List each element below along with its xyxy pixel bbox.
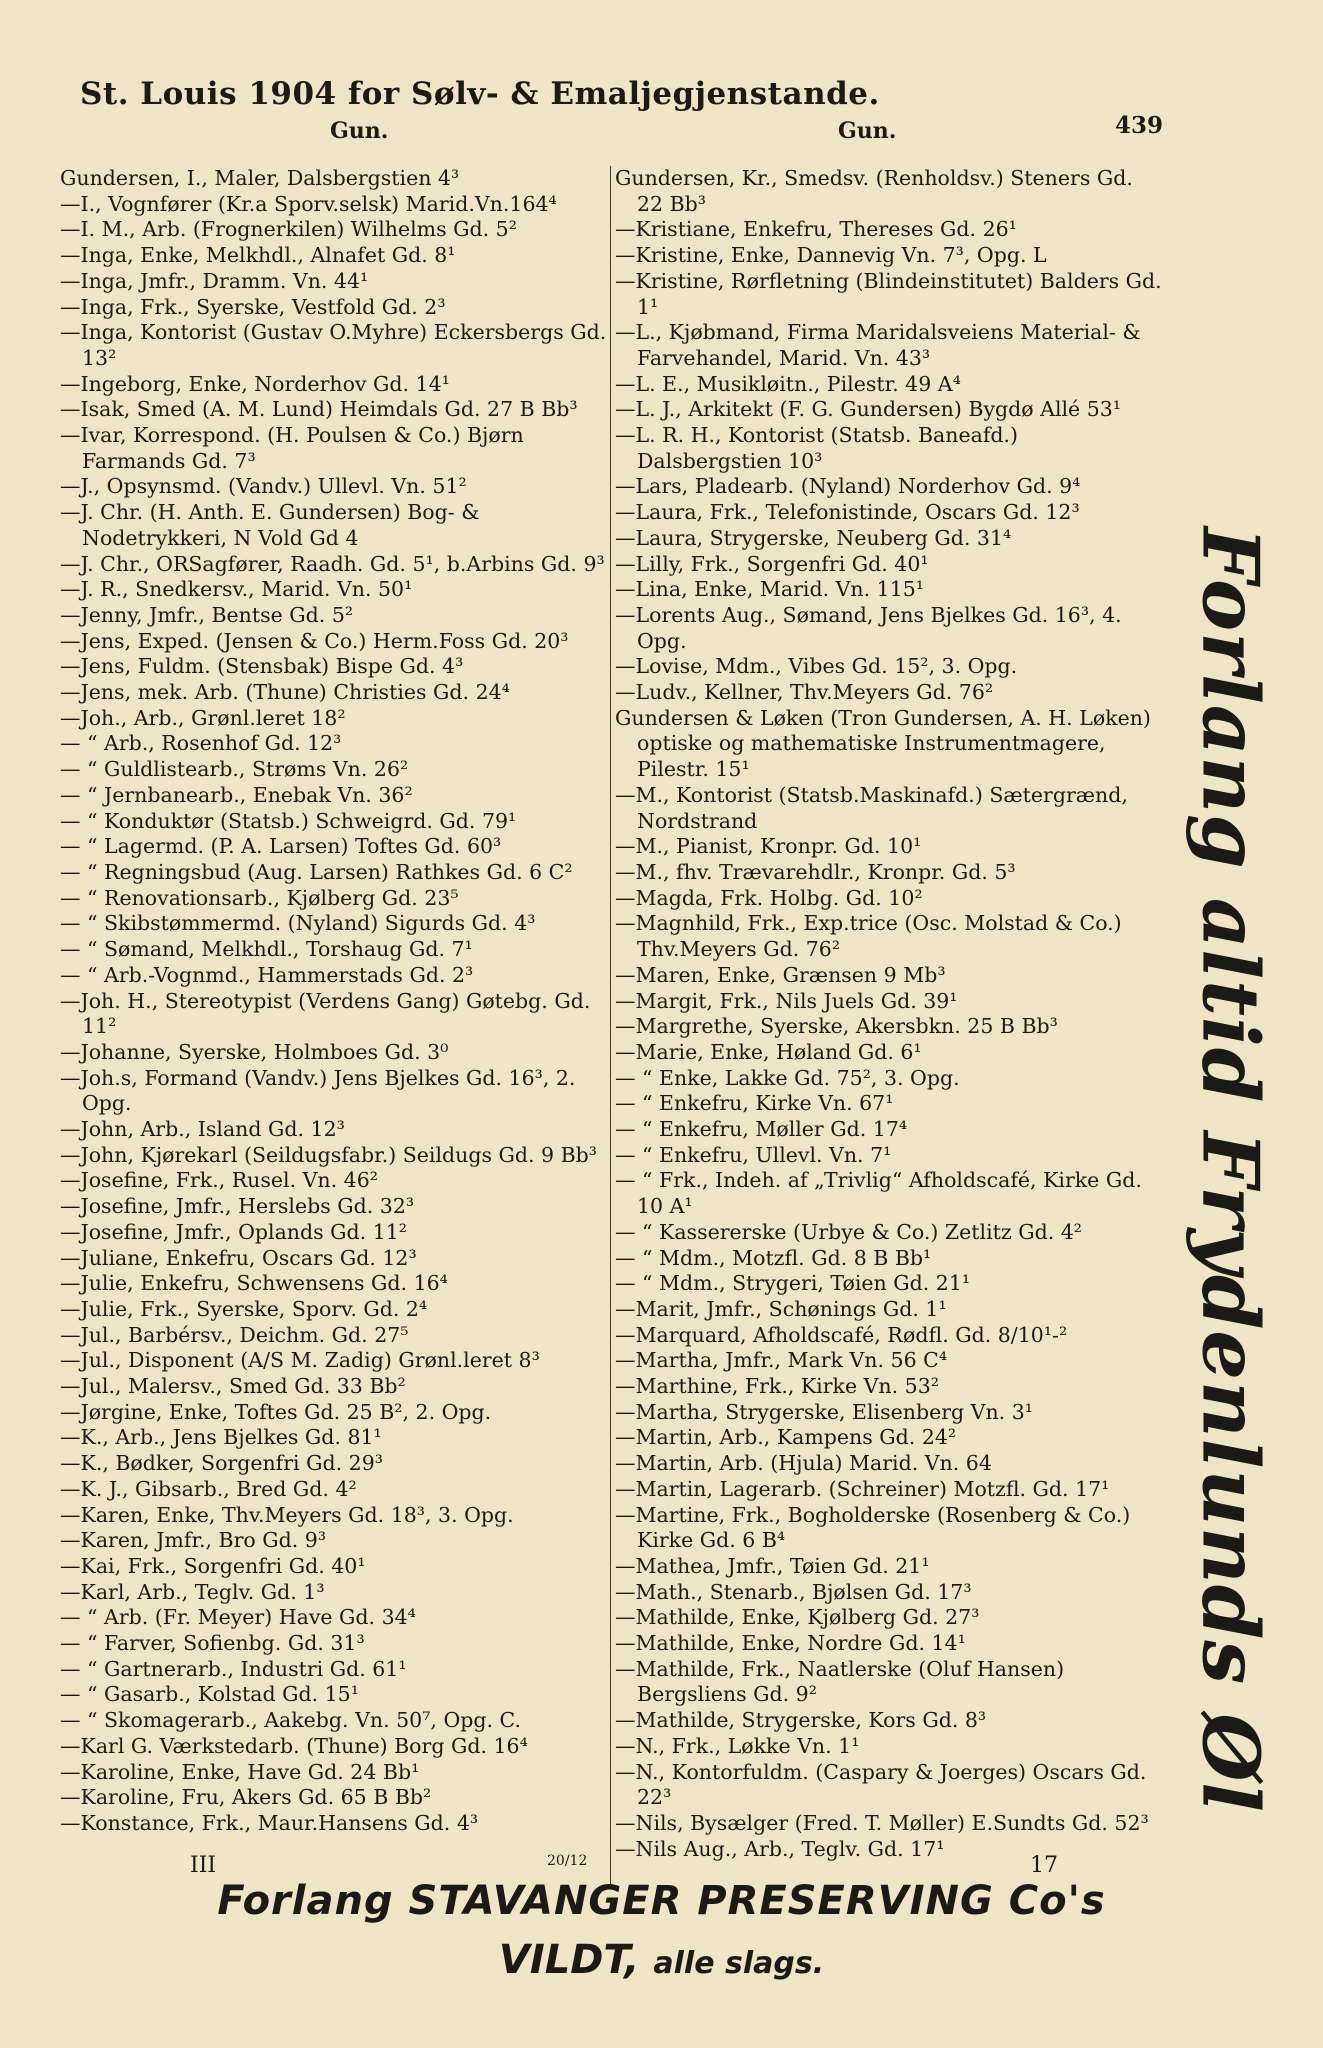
running-head-right: Gun. [838, 118, 897, 144]
directory-entry: —K. J., Gibsarb., Bred Gd. 4² [60, 1476, 357, 1501]
directory-entry: —Inga, Kontorist (Gustav O.Myhre) Eckersbergs Gd. 13² [60, 320, 607, 370]
bottom-ad-small: alle slags. [653, 1946, 825, 1981]
directory-entry: —Kristine, Rørfletning (Blindeinstitutet) Balders Gd. 1¹ [615, 268, 1162, 319]
directory-entry: —Inga, Enke, Melkhdl., Alnafet Gd. 8¹ [60, 243, 456, 268]
directory-entry: —Math., Stenarb., Bjølsen Gd. 17³ [615, 1579, 972, 1604]
directory-entry: — “ Jernbanearb., Enebak Vn. 36² [60, 782, 413, 807]
directory-entry: —Ivar, Korrespond. (H. Poulsen & Co.) Bjørn Farmands Gd. 7³ [60, 423, 524, 473]
bottom-ad-main: VILDT, [498, 1937, 640, 1983]
directory-entry: —Karl, Arb., Teglv. Gd. 1³ [60, 1579, 325, 1604]
directory-entry: —Josefine, Jmfr., Oplands Gd. 11² [60, 1219, 407, 1244]
directory-entry: —I. M., Arb. (Frognerkilen) Wilhelms Gd. 5² [60, 217, 517, 242]
directory-entry: —Ludv., Kellner, Thv.Meyers Gd. 76² [615, 680, 994, 705]
directory-entry: —Karoline, Fru, Akers Gd. 65 B Bb² [60, 1785, 432, 1810]
directory-entry: — “ Mdm., Strygeri, Tøien Gd. 21¹ [615, 1271, 971, 1296]
directory-entry: —Kai, Frk., Sorgenfri Gd. 40¹ [60, 1553, 366, 1578]
directory-entry: —Martin, Lagerarb. (Schreiner) Motzfl. Gd. 17¹ [615, 1476, 1110, 1501]
directory-entry: — “ Mdm., Motzfl. Gd. 8 B Bb¹ [615, 1245, 932, 1270]
directory-entry: —Lilly, Frk., Sorgenfri Gd. 40¹ [615, 551, 929, 576]
directory-entry: — “ Gasarb., Kolstad Gd. 15¹ [60, 1682, 359, 1707]
directory-entry: —L. J., Arkitekt (F. G. Gundersen) Bygdø Allé 53¹ [615, 397, 1122, 422]
signature-mark: III [190, 1853, 217, 1878]
directory-entry: —Lina, Enke, Marid. Vn. 115¹ [615, 577, 924, 602]
directory-entry: —Martin, Arb., Kampens Gd. 24² [615, 1425, 957, 1450]
directory-entry: —Marit, Jmfr., Schønings Gd. 1¹ [615, 1296, 947, 1321]
directory-entry: —Julie, Enkefru, Schwensens Gd. 16⁴ [60, 1271, 448, 1296]
directory-entry: — “ Skibstømmermd. (Nyland) Sigurds Gd. 4³ [60, 911, 536, 936]
directory-entry: —Joh., Arb., Grønl.leret 18² [60, 705, 346, 730]
directory-entry: — “ Konduktør (Statsb.) Schweigrd. Gd. 79¹ [60, 808, 517, 833]
directory-entry: —Margit, Frk., Nils Juels Gd. 39¹ [615, 988, 958, 1013]
right-column [615, 166, 1165, 1862]
directory-entry: — “ Sømand, Melkhdl., Torshaug Gd. 7¹ [60, 937, 473, 962]
directory-entry: —Lovise, Mdm., Vibes Gd. 15², 3. Opg. [615, 654, 1018, 679]
directory-entry: — “ Arb.-Vognmd., Hammerstads Gd. 2³ [60, 962, 474, 987]
directory-entry: —J. R., Snedkersv., Marid. Vn. 50¹ [60, 577, 413, 602]
directory-entry: —Marie, Enke, Høland Gd. 6¹ [615, 1039, 922, 1064]
directory-entry: —Mathilde, Frk., Naatlerske (Oluf Hansen) Bergsliens Gd. 9² [615, 1656, 1065, 1707]
directory-entry: —Kristine, Enke, Dannevig Vn. 7³, Opg. L [615, 243, 1047, 268]
directory-entry: —Karen, Jmfr., Bro Gd. 9³ [60, 1528, 327, 1553]
directory-entry: Gundersen, Kr., Smedsv. (Renholdsv.) Steners Gd. 22 Bb³ [615, 166, 1133, 216]
directory-entry: —M., fhv. Trævarehdlr., Kronpr. Gd. 5³ [615, 859, 1016, 884]
directory-entry: —Jens, Fuldm. (Stensbak) Bispe Gd. 4³ [60, 654, 464, 679]
directory-entry: —Julie, Frk., Syerske, Sporv. Gd. 2⁴ [60, 1296, 428, 1321]
bottom-ad-line1: Forlang STAVANGER PRESERVING Co's [217, 1878, 1106, 1924]
directory-entry: — “ Kassererske (Urbye & Co.) Zetlitz Gd. 4² [615, 1219, 1083, 1244]
directory-entry: Gundersen & Løken (Tron Gundersen, A. H. Løken) optiske og mathematiske Instrumentmagere, Pilestr. 15¹ [615, 705, 1151, 782]
directory-entry: —Nils Aug., Arb., Teglv. Gd. 17¹ [615, 1836, 945, 1861]
directory-entry: —Karl G. Værkstedarb. (Thune) Borg Gd. 16⁴ [60, 1733, 528, 1758]
directory-entry: —J. Chr., ORSagfører, Raadh. Gd. 5¹, b.Arbins Gd. 9³ [60, 551, 605, 576]
side-advertisement [1170, 470, 1290, 1870]
directory-entry: —I., Vognfører (Kr.a Sporv.selsk) Marid.Vn.164⁴ [60, 191, 557, 216]
directory-entry: —Ingeborg, Enke, Norderhov Gd. 14¹ [60, 371, 450, 396]
directory-entry: —M., Kontorist (Statsb.Maskinafd.) Sætergrænd, Nordstrand [615, 782, 1128, 833]
directory-entry: —Marquard, Afholdscafé, Rødfl. Gd. 8/10¹-² [615, 1322, 1068, 1347]
directory-entry: —Martha, Jmfr., Mark Vn. 56 C⁴ [615, 1348, 948, 1373]
directory-entry: —Inga, Frk., Syerske, Vestfold Gd. 2³ [60, 294, 446, 319]
directory-entry: —Jens, Exped. (Jensen & Co.) Herm.Foss Gd. 20³ [60, 628, 569, 653]
directory-entry: —Jens, mek. Arb. (Thune) Christies Gd. 24⁴ [60, 680, 510, 705]
left-column [60, 166, 610, 1837]
directory-entry: — “ Lagermd. (P. A. Larsen) Toftes Gd. 60³ [60, 834, 502, 859]
directory-entry: —Magnhild, Frk., Exp.trice (Osc. Molstad & Co.) Thv.Meyers Gd. 76² [615, 911, 1122, 962]
directory-entry: —Martin, Arb. (Hjula) Marid. Vn. 64 [615, 1451, 992, 1476]
directory-entry: —Jenny, Jmfr., Bentse Gd. 5² [60, 602, 354, 627]
directory-entry: —J., Opsynsmd. (Vandv.) Ullevl. Vn. 51² [60, 474, 467, 499]
directory-entry: —Martine, Frk., Bogholderske (Rosenberg & Co.) Kirke Gd. 6 B⁴ [615, 1502, 1131, 1553]
directory-entry: —Margrethe, Syerske, Akersbkn. 25 B Bb³ [615, 1014, 1058, 1039]
directory-entry: —Laura, Strygerske, Neuberg Gd. 31⁴ [615, 525, 1012, 550]
column-mark: 17 [1030, 1853, 1058, 1878]
directory-entry: —Mathea, Jmfr., Tøien Gd. 21¹ [615, 1553, 930, 1578]
side-ad-text: Forlang altid Frydenlunds Øl [1184, 527, 1276, 1813]
directory-entry: —Mathilde, Enke, Nordre Gd. 14¹ [615, 1631, 966, 1656]
directory-entry: — “ Enkefru, Kirke Vn. 67¹ [615, 1091, 894, 1116]
running-head-left: Gun. [330, 118, 389, 144]
directory-entry: — “ Gartnerarb., Industri Gd. 61¹ [60, 1656, 407, 1681]
directory-entry: — “ Frk., Indeh. af „Trivlig“ Afholdscafé, Kirke Gd. 10 A¹ [615, 1168, 1142, 1219]
directory-entry: —Karoline, Enke, Have Gd. 24 Bb¹ [60, 1759, 420, 1784]
directory-entry: —Kristiane, Enkefru, Thereses Gd. 26¹ [615, 217, 1017, 242]
directory-entry: —Johanne, Syerske, Holmboes Gd. 3⁰ [60, 1039, 449, 1064]
directory-entry: —Jul., Malersv., Smed Gd. 33 Bb² [60, 1374, 406, 1399]
directory-entry: — “ Regningsbud (Aug. Larsen) Rathkes Gd. 6 C² [60, 859, 573, 884]
directory-entry: —L. E., Musikløitn., Pilestr. 49 A⁴ [615, 371, 961, 396]
directory-entry: —Mathilde, Strygerske, Kors Gd. 8³ [615, 1708, 987, 1733]
directory-entry: —N., Frk., Løkke Vn. 1¹ [615, 1733, 860, 1758]
directory-entry: —Isak, Smed (A. M. Lund) Heimdals Gd. 27 B Bb³ [60, 397, 578, 422]
directory-entry: Gundersen, I., Maler, Dalsbergstien 4³ [60, 166, 460, 190]
directory-entry: — “ Skomagerarb., Aakebg. Vn. 50⁷, Opg. C. [60, 1708, 522, 1733]
page-banner: St. Louis 1904 for Sølv- & Emaljegjenstande. [80, 76, 880, 112]
directory-entry: — “ Enkefru, Møller Gd. 17⁴ [615, 1117, 908, 1142]
directory-entry: —M., Pianist, Kronpr. Gd. 10¹ [615, 834, 922, 859]
directory-entry: —Joh. H., Stereotypist (Verdens Gang) Gøtebg. Gd. 11² [60, 988, 591, 1039]
directory-entry: —Josefine, Frk., Rusel. Vn. 46² [60, 1168, 378, 1193]
directory-entry: —John, Arb., Island Gd. 12³ [60, 1117, 345, 1142]
directory-entry: —Karen, Enke, Thv.Meyers Gd. 18³, 3. Opg. [60, 1502, 514, 1527]
directory-entry: — “ Arb. (Fr. Meyer) Have Gd. 34⁴ [60, 1605, 416, 1630]
directory-entry: —Jørgine, Enke, Toftes Gd. 25 B², 2. Opg. [60, 1399, 492, 1424]
directory-entry: —Nils, Bysælger (Fred. T. Møller) E.Sundts Gd. 52³ [615, 1811, 1149, 1835]
directory-entry: —Lars, Pladearb. (Nyland) Norderhov Gd. 9⁴ [615, 474, 1081, 499]
directory-entry: —L. R. H., Kontorist (Statsb. Baneafd.) Dalsbergstien 10³ [615, 423, 1019, 473]
column-divider [610, 166, 611, 1886]
directory-entry: — “ Farver, Sofienbg. Gd. 31³ [60, 1631, 365, 1656]
directory-entry: — “ Enke, Lakke Gd. 75², 3. Opg. [615, 1065, 960, 1090]
directory-entry: —N., Kontorfuldm. (Caspary & Joerges) Oscars Gd. 22³ [615, 1759, 1147, 1810]
directory-entry: —Konstance, Frk., Maur.Hansens Gd. 4³ [60, 1811, 479, 1835]
date-fraction: 20/12 [547, 1853, 588, 1869]
directory-entry: —K., Arb., Jens Bjelkes Gd. 81¹ [60, 1425, 382, 1450]
directory-entry: — “ Arb., Rosenhof Gd. 12³ [60, 731, 342, 756]
directory-entry: —Jul., Barbérsv., Deichm. Gd. 27⁵ [60, 1322, 409, 1347]
directory-entry: — “ Guldlistearb., Strøms Vn. 26² [60, 757, 409, 782]
directory-entry: —Josefine, Jmfr., Herslebs Gd. 32³ [60, 1194, 415, 1219]
directory-entry: — “ Enkefru, Ullevl. Vn. 7¹ [615, 1142, 892, 1167]
directory-entry: —John, Kjørekarl (Seildugsfabr.) Seildugs Gd. 9 Bb³ [60, 1142, 597, 1167]
directory-entry: —K., Bødker, Sorgenfri Gd. 29³ [60, 1451, 383, 1476]
page-number: 439 [1114, 112, 1163, 139]
bottom-ad-line2 [0, 1937, 1323, 1983]
directory-entry: —Jul., Disponent (A/S M. Zadig) Grønl.leret 8³ [60, 1348, 540, 1373]
directory-entry: —Joh.s, Formand (Vandv.) Jens Bjelkes Gd. 16³, 2. Opg. [60, 1065, 576, 1116]
directory-entry: — “ Renovationsarb., Kjølberg Gd. 23⁵ [60, 885, 459, 910]
directory-entry: —Inga, Jmfr., Dramm. Vn. 44¹ [60, 268, 369, 293]
directory-entry: —Mathilde, Enke, Kjølberg Gd. 27³ [615, 1605, 980, 1630]
directory-entry: —Maren, Enke, Grænsen 9 Mb³ [615, 962, 946, 987]
directory-entry: —Laura, Frk., Telefonistinde, Oscars Gd. 12³ [615, 500, 1080, 525]
directory-entry: —Juliane, Enkefru, Oscars Gd. 12³ [60, 1245, 417, 1270]
directory-entry: —Martha, Strygerske, Elisenberg Vn. 3¹ [615, 1399, 1033, 1424]
directory-entry: —J. Chr. (H. Anth. E. Gundersen) Bog- & Nodetrykkeri, N Vold Gd 4 [60, 500, 480, 550]
directory-entry: —Lorents Aug., Sømand, Jens Bjelkes Gd. 16³, 4. Opg. [615, 602, 1122, 653]
directory-entry: —Marthine, Frk., Kirke Vn. 53² [615, 1374, 939, 1399]
directory-entry: —L., Kjøbmand, Firma Maridalsveiens Material- & Farvehandel, Marid. Vn. 43³ [615, 320, 1141, 370]
directory-entry: —Magda, Frk. Holbg. Gd. 10² [615, 885, 923, 910]
